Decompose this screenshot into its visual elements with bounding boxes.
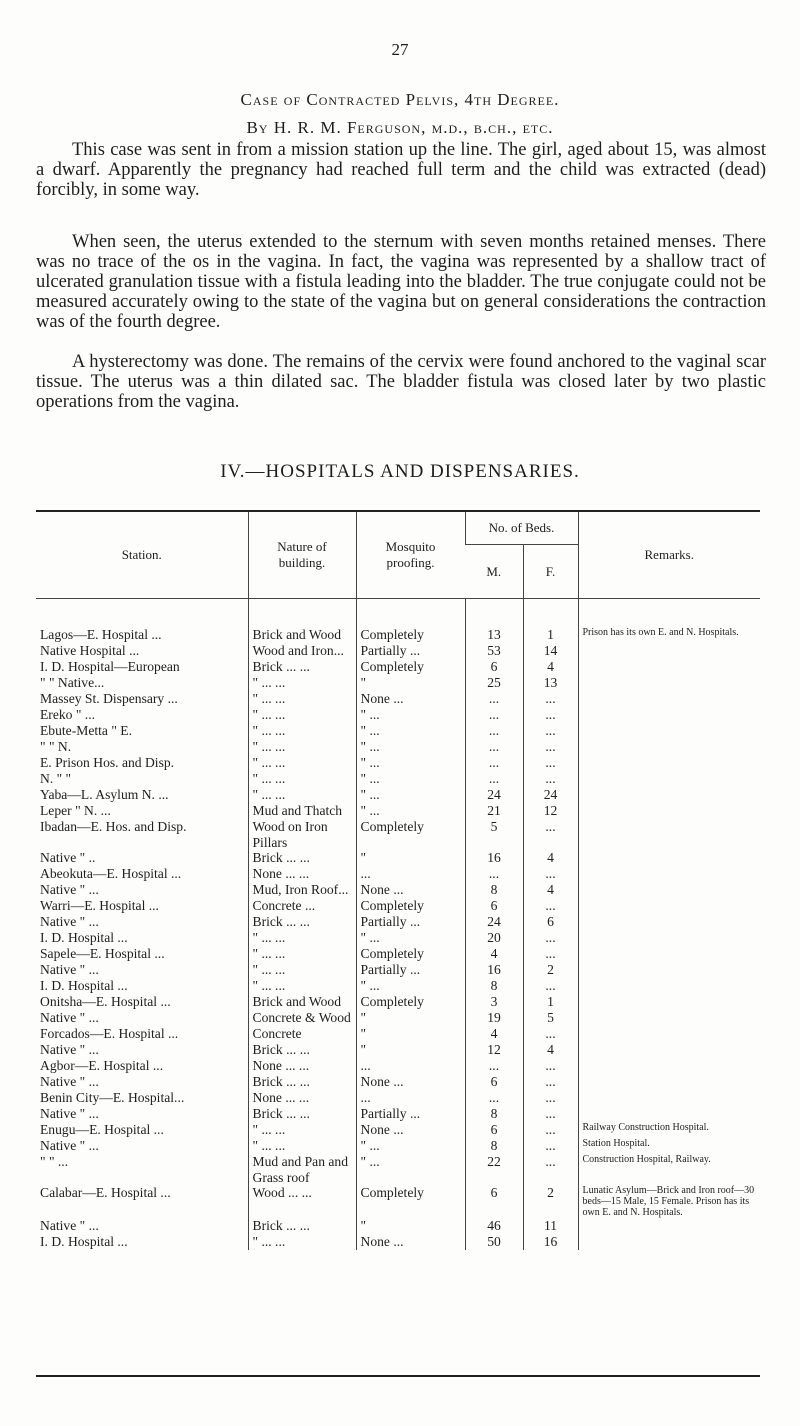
cell-station: Native " .. [40, 850, 96, 865]
cell-beds-female: ... [523, 1026, 578, 1042]
cell-remarks [578, 723, 760, 739]
cell-mosquito: " [356, 1010, 465, 1026]
cell-remarks [578, 914, 760, 930]
cell-building: Concrete [248, 1026, 356, 1042]
cell-beds-male: ... [465, 1058, 523, 1074]
cell-building: Brick and Wood [248, 599, 356, 644]
cell-building: " ... ... [248, 930, 356, 946]
cell-remarks [578, 978, 760, 994]
table-row [36, 882, 760, 898]
cell-mosquito: ... [356, 866, 465, 882]
cell-building: Wood and Iron... [248, 643, 356, 659]
cell-beds-female: 16 [523, 1234, 578, 1250]
table-row [36, 930, 760, 946]
cell-station: I. D. Hospital—European [40, 659, 180, 674]
cell-beds-male: 6 [465, 1122, 523, 1138]
cell-remarks [578, 787, 760, 803]
table-body [36, 599, 760, 1251]
cell-station: Native " ... [40, 962, 99, 977]
cell-beds-female: 4 [523, 850, 578, 866]
cell-mosquito: " ... [356, 1138, 465, 1154]
cell-beds-female: 14 [523, 643, 578, 659]
cell-beds-male: 53 [465, 643, 523, 659]
cell-beds-female: ... [523, 946, 578, 962]
cell-beds-female: ... [523, 1138, 578, 1154]
cell-remarks [578, 962, 760, 978]
cell-mosquito: Completely [356, 599, 465, 644]
cell-building: Mud, Iron Roof... [248, 882, 356, 898]
cell-beds-female: ... [523, 819, 578, 850]
cell-remarks [578, 1058, 760, 1074]
cell-mosquito: Completely [356, 659, 465, 675]
cell-beds-male: 8 [465, 978, 523, 994]
table-row [36, 1058, 760, 1074]
cell-building: " ... ... [248, 1122, 356, 1138]
header-building: Nature of building. [248, 512, 356, 599]
cell-station: Sapele—E. Hospital ... [40, 946, 165, 961]
cell-building: Brick and Wood [248, 994, 356, 1010]
cell-station: Native " ... [40, 1010, 99, 1025]
table-row [36, 1074, 760, 1090]
cell-beds-male: 5 [465, 819, 523, 850]
paragraph-case-history: This case was sent in from a mission station up the line. The girl, aged about 15, was almost a dwarf. Apparently the pregnancy had reached full term and the child was extracted (dead) forcibly, in some way. [36, 140, 766, 200]
cell-station: Native " ... [40, 1218, 99, 1233]
cell-beds-male: 8 [465, 882, 523, 898]
table-row [36, 850, 760, 866]
table-row [36, 962, 760, 978]
table-row [36, 1138, 760, 1154]
cell-mosquito: " ... [356, 787, 465, 803]
cell-beds-female: 6 [523, 914, 578, 930]
cell-station: " " N. [40, 739, 72, 754]
cell-mosquito: ... [356, 1090, 465, 1106]
cell-beds-male: 24 [465, 787, 523, 803]
cell-remarks [578, 882, 760, 898]
cell-station: Native " ... [40, 1106, 99, 1121]
cell-beds-male: 6 [465, 659, 523, 675]
header-female: F. [523, 545, 578, 599]
cell-building: Brick ... ... [248, 1074, 356, 1090]
cell-remarks [578, 1074, 760, 1090]
cell-remarks [578, 898, 760, 914]
cell-beds-female: ... [523, 723, 578, 739]
cell-beds-male: 3 [465, 994, 523, 1010]
cell-building: " ... ... [248, 755, 356, 771]
table-row [36, 691, 760, 707]
cell-station: Agbor—E. Hospital ... [40, 1058, 164, 1073]
cell-remarks [578, 946, 760, 962]
table-row [36, 739, 760, 755]
cell-remarks: Railway Construction Hospital. [578, 1122, 760, 1138]
table-row [36, 707, 760, 723]
cell-station: Native " ... [40, 882, 99, 897]
cell-beds-male: ... [465, 691, 523, 707]
cell-mosquito: " ... [356, 723, 465, 739]
cell-remarks [578, 1026, 760, 1042]
cell-mosquito: " [356, 1042, 465, 1058]
cell-beds-female: ... [523, 1122, 578, 1138]
cell-mosquito: " [356, 850, 465, 866]
cell-building: Wood ... ... [248, 1185, 356, 1218]
cell-mosquito: None ... [356, 1074, 465, 1090]
cell-station: Native Hospital ... [40, 643, 140, 658]
table-row [36, 898, 760, 914]
cell-remarks [578, 1090, 760, 1106]
cell-mosquito: Completely [356, 898, 465, 914]
cell-station: Calabar—E. Hospital ... [40, 1185, 171, 1200]
cell-station: Ebute-Metta " E. [40, 723, 132, 738]
cell-station: Ibadan—E. Hos. and Disp. [40, 819, 187, 834]
cell-mosquito: ... [356, 1058, 465, 1074]
cell-beds-female: ... [523, 739, 578, 755]
cell-beds-female: 12 [523, 803, 578, 819]
header-station: Station. [36, 512, 248, 599]
cell-beds-female: ... [523, 1058, 578, 1074]
paragraph-operation: A hysterectomy was done. The remains of the cervix were found anchored to the vaginal scar tissue. The uterus was a thin dilated sac. The bladder fistula was closed later by two plastic operations from the vagina. [36, 352, 766, 412]
cell-beds-male: 4 [465, 1026, 523, 1042]
cell-beds-female: 24 [523, 787, 578, 803]
header-beds: No. of Beds. [465, 512, 578, 545]
table-row [36, 659, 760, 675]
cell-beds-male: ... [465, 707, 523, 723]
cell-station: Massey St. Dispensary ... [40, 691, 178, 706]
cell-mosquito: " ... [356, 771, 465, 787]
table-row [36, 1185, 760, 1218]
cell-mosquito: " ... [356, 707, 465, 723]
cell-building: " ... ... [248, 1138, 356, 1154]
cell-beds-male: 50 [465, 1234, 523, 1250]
cell-beds-male: 22 [465, 1154, 523, 1185]
table-row [36, 1026, 760, 1042]
cell-building: Concrete & Wood [248, 1010, 356, 1026]
cell-remarks [578, 1042, 760, 1058]
table-row [36, 771, 760, 787]
cell-building: Mud and Thatch [248, 803, 356, 819]
cell-building: " ... ... [248, 691, 356, 707]
cell-beds-male: ... [465, 1090, 523, 1106]
cell-remarks [578, 866, 760, 882]
cell-building: Brick ... ... [248, 1218, 356, 1234]
cell-station: Leper " N. ... [40, 803, 111, 818]
cell-beds-female: ... [523, 930, 578, 946]
paragraph-examination: When seen, the uterus extended to the sternum with seven months retained menses. There was no trace of the os in the vagina. In fact, the vagina was represented by a shallow tract of ulcerated granulation tissue with a fistula leading into the bladder. The true conjugate could not be measured accurately owing to the state of the vagina but on general considerations the contraction was of the fourth degree. [36, 232, 766, 332]
cell-beds-male: ... [465, 866, 523, 882]
cell-mosquito: " ... [356, 1154, 465, 1185]
cell-remarks: Prison has its own E. and N. Hospitals. [578, 599, 760, 644]
cell-beds-male: 8 [465, 1106, 523, 1122]
author-byline: By H. R. M. Ferguson, m.d., b.ch., etc. [246, 118, 554, 137]
cell-remarks [578, 755, 760, 771]
cell-remarks [578, 691, 760, 707]
cell-beds-male: 6 [465, 1074, 523, 1090]
hospitals-table-container [36, 510, 760, 1377]
cell-station: Native " ... [40, 1138, 99, 1153]
cell-mosquito: Partially ... [356, 1106, 465, 1122]
cell-building: Brick ... ... [248, 659, 356, 675]
cell-beds-male: ... [465, 771, 523, 787]
cell-building: Wood on Iron Pillars [248, 819, 356, 850]
cell-beds-female: ... [523, 898, 578, 914]
table-row [36, 1234, 760, 1250]
cell-beds-female: ... [523, 978, 578, 994]
cell-mosquito: None ... [356, 691, 465, 707]
cell-mosquito: Partially ... [356, 962, 465, 978]
cell-building: " ... ... [248, 707, 356, 723]
cell-station: Forcados—E. Hospital ... [40, 1026, 179, 1041]
page-number: 27 [391, 40, 409, 59]
table-row [36, 755, 760, 771]
cell-building: Mud and Pan and Grass roof [248, 1154, 356, 1185]
cell-beds-male: 21 [465, 803, 523, 819]
table-row [36, 994, 760, 1010]
cell-mosquito: " [356, 1026, 465, 1042]
cell-beds-male: 20 [465, 930, 523, 946]
cell-building: None ... ... [248, 1058, 356, 1074]
table-row [36, 675, 760, 691]
cell-station: I. D. Hospital ... [40, 1234, 128, 1249]
cell-building: None ... ... [248, 866, 356, 882]
cell-building: None ... ... [248, 1090, 356, 1106]
table-row [36, 1122, 760, 1138]
cell-station: Benin City—E. Hospital... [40, 1090, 185, 1105]
cell-building: " ... ... [248, 723, 356, 739]
cell-remarks [578, 659, 760, 675]
table-row [36, 866, 760, 882]
cell-beds-female: 1 [523, 599, 578, 644]
cell-mosquito: " ... [356, 739, 465, 755]
table-row [36, 914, 760, 930]
cell-building: Concrete ... [248, 898, 356, 914]
table-row [36, 1010, 760, 1026]
cell-remarks [578, 1234, 760, 1250]
cell-station: " " ... [40, 1154, 69, 1169]
cell-beds-male: 19 [465, 1010, 523, 1026]
cell-remarks [578, 819, 760, 850]
cell-beds-male: 24 [465, 914, 523, 930]
cell-building: " ... ... [248, 1234, 356, 1250]
cell-beds-female: 13 [523, 675, 578, 691]
table-header [36, 512, 760, 599]
cell-beds-female: 5 [523, 1010, 578, 1026]
cell-beds-female: 11 [523, 1218, 578, 1234]
cell-station: Onitsha—E. Hospital ... [40, 994, 171, 1009]
cell-beds-male: 13 [465, 599, 523, 644]
table-row [36, 819, 760, 850]
case-title: Case of Contracted Pelvis, 4th Degree. [240, 90, 560, 109]
cell-mosquito: None ... [356, 1234, 465, 1250]
cell-station: Ereko " ... [40, 707, 95, 722]
cell-beds-female: ... [523, 707, 578, 723]
table-row [36, 1090, 760, 1106]
cell-beds-female: 4 [523, 1042, 578, 1058]
table-row [36, 978, 760, 994]
cell-station: Native " ... [40, 1074, 99, 1089]
cell-building: " ... ... [248, 787, 356, 803]
cell-mosquito: " ... [356, 978, 465, 994]
cell-remarks [578, 803, 760, 819]
cell-building: " ... ... [248, 739, 356, 755]
cell-building: " ... ... [248, 978, 356, 994]
cell-station: N. " " [40, 771, 72, 786]
table-row [36, 643, 760, 659]
cell-remarks [578, 930, 760, 946]
hospitals-table [36, 512, 760, 1250]
cell-beds-male: 12 [465, 1042, 523, 1058]
cell-remarks: Construction Hospital, Railway. [578, 1154, 760, 1185]
cell-remarks: Lunatic Asylum—Brick and Iron roof—30 beds—15 Male, 15 Female. Prison has its own E. and N. Hospitals. [578, 1185, 760, 1218]
cell-mosquito: " [356, 675, 465, 691]
cell-remarks [578, 994, 760, 1010]
cell-beds-female: ... [523, 771, 578, 787]
cell-mosquito: Partially ... [356, 643, 465, 659]
cell-station: I. D. Hospital ... [40, 930, 128, 945]
cell-building: Brick ... ... [248, 1106, 356, 1122]
header-mosquito: Mosquito proofing. [356, 512, 465, 599]
cell-beds-female: ... [523, 1090, 578, 1106]
cell-station: Warri—E. Hospital ... [40, 898, 159, 913]
cell-mosquito: " ... [356, 803, 465, 819]
table-row [36, 803, 760, 819]
cell-building: " ... ... [248, 675, 356, 691]
cell-beds-female: 2 [523, 962, 578, 978]
cell-remarks: Station Hospital. [578, 1138, 760, 1154]
cell-building: " ... ... [248, 771, 356, 787]
table-row [36, 599, 760, 644]
cell-beds-male: 16 [465, 850, 523, 866]
cell-remarks [578, 1106, 760, 1122]
cell-beds-female: 1 [523, 994, 578, 1010]
cell-station: Lagos—E. Hospital ... [40, 627, 162, 642]
cell-remarks [578, 850, 760, 866]
table-row [36, 946, 760, 962]
header-male: M. [465, 545, 523, 599]
cell-station: Abeokuta—E. Hospital ... [40, 866, 182, 881]
cell-beds-female: 2 [523, 1185, 578, 1218]
cell-beds-male: 46 [465, 1218, 523, 1234]
cell-remarks [578, 739, 760, 755]
cell-station: Native " ... [40, 914, 99, 929]
table-row [36, 1218, 760, 1234]
cell-station: Yaba—L. Asylum N. ... [40, 787, 169, 802]
cell-building: Brick ... ... [248, 850, 356, 866]
cell-mosquito: Completely [356, 819, 465, 850]
cell-building: Brick ... ... [248, 1042, 356, 1058]
cell-building: Brick ... ... [248, 914, 356, 930]
cell-mosquito: Completely [356, 1185, 465, 1218]
cell-beds-female: ... [523, 866, 578, 882]
cell-mosquito: Completely [356, 994, 465, 1010]
cell-remarks [578, 707, 760, 723]
table-row [36, 1042, 760, 1058]
cell-beds-male: ... [465, 755, 523, 771]
cell-mosquito: " [356, 1218, 465, 1234]
cell-beds-male: 6 [465, 1185, 523, 1218]
cell-beds-female: ... [523, 755, 578, 771]
cell-beds-male: 8 [465, 1138, 523, 1154]
cell-mosquito: " ... [356, 930, 465, 946]
section-heading: IV.—HOSPITALS AND DISPENSARIES. [220, 461, 580, 482]
cell-beds-male: 6 [465, 898, 523, 914]
cell-remarks [578, 675, 760, 691]
cell-beds-female: 4 [523, 882, 578, 898]
cell-remarks [578, 643, 760, 659]
cell-station: Native " ... [40, 1042, 99, 1057]
cell-beds-male: ... [465, 723, 523, 739]
cell-building: " ... ... [248, 962, 356, 978]
table-row [36, 787, 760, 803]
cell-beds-male: 16 [465, 962, 523, 978]
table-row [36, 723, 760, 739]
cell-beds-female: 4 [523, 659, 578, 675]
cell-remarks [578, 1218, 760, 1234]
cell-mosquito: None ... [356, 1122, 465, 1138]
cell-mosquito: " ... [356, 755, 465, 771]
cell-beds-male: 25 [465, 675, 523, 691]
cell-beds-female: ... [523, 1106, 578, 1122]
cell-beds-female: ... [523, 691, 578, 707]
cell-beds-female: ... [523, 1154, 578, 1185]
cell-station: " " Native... [40, 675, 105, 690]
table-row [36, 1154, 760, 1185]
cell-station: I. D. Hospital ... [40, 978, 128, 993]
cell-remarks [578, 771, 760, 787]
cell-remarks [578, 1010, 760, 1026]
cell-mosquito: Partially ... [356, 914, 465, 930]
cell-beds-male: 4 [465, 946, 523, 962]
header-remarks: Remarks. [578, 512, 760, 599]
cell-mosquito: Completely [356, 946, 465, 962]
cell-beds-male: ... [465, 739, 523, 755]
cell-mosquito: None ... [356, 882, 465, 898]
table-row [36, 1106, 760, 1122]
cell-station: Enugu—E. Hospital ... [40, 1122, 164, 1137]
cell-beds-female: ... [523, 1074, 578, 1090]
cell-station: E. Prison Hos. and Disp. [40, 755, 175, 770]
cell-building: " ... ... [248, 946, 356, 962]
